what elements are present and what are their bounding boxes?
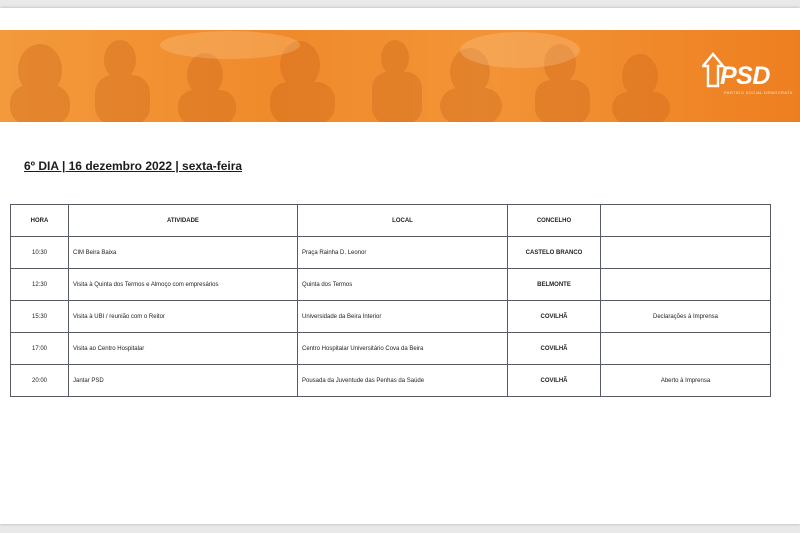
cell-hora: 10:30 xyxy=(11,237,69,269)
table-row xyxy=(11,365,771,397)
table-row xyxy=(11,269,771,301)
psd-logo xyxy=(702,52,794,102)
cell-concelho: COVILHÃ xyxy=(508,301,601,333)
cell-atividade: Visita ao Centro Hospitalar xyxy=(69,333,298,365)
column-header-observacoes xyxy=(601,205,771,237)
cell-local: Praça Rainha D. Leonor xyxy=(298,237,508,269)
cell-observacoes: Aberto à Imprensa xyxy=(601,365,771,397)
cell-local: Universidade da Beira Interior xyxy=(298,301,508,333)
column-header-hora: HORA xyxy=(11,205,69,237)
cell-hora: 15:30 xyxy=(11,301,69,333)
cell-atividade: Visita à Quinta dos Termos e Almoço com empresários xyxy=(69,269,298,301)
document-page xyxy=(0,8,800,524)
cell-atividade: CIM Beira Baixa xyxy=(69,237,298,269)
table-header-row xyxy=(11,205,771,237)
cell-observacoes xyxy=(601,237,771,269)
logo-text: PSD xyxy=(720,62,770,90)
cell-atividade: Visita à UBI / reunião com o Reitor xyxy=(69,301,298,333)
agenda-table xyxy=(10,204,771,397)
cell-local: Centro Hospitalar Universitário Cova da Beira xyxy=(298,333,508,365)
table-row xyxy=(11,237,771,269)
cell-observacoes xyxy=(601,269,771,301)
cell-hora: 20:00 xyxy=(11,365,69,397)
table-row xyxy=(11,301,771,333)
cell-concelho: COVILHÃ xyxy=(508,333,601,365)
cell-observacoes: Declarações à Imprensa xyxy=(601,301,771,333)
crowd-photo-background xyxy=(0,30,800,122)
cell-concelho: CASTELO BRANCO xyxy=(508,237,601,269)
cell-hora: 17:00 xyxy=(11,333,69,365)
column-header-local: LOCAL xyxy=(298,205,508,237)
header-banner xyxy=(0,30,800,122)
table-row xyxy=(11,333,771,365)
cell-concelho: BELMONTE xyxy=(508,269,601,301)
column-header-atividade: ATIVIDADE xyxy=(69,205,298,237)
cell-local: Quinta dos Termos xyxy=(298,269,508,301)
cell-concelho: COVILHÃ xyxy=(508,365,601,397)
cell-hora: 12:30 xyxy=(11,269,69,301)
column-header-concelho: CONCELHO xyxy=(508,205,601,237)
day-title: 6º DIA | 16 dezembro 2022 | sexta-feira xyxy=(24,159,243,173)
cell-local: Pousada da Juventude das Penhas da Saúde xyxy=(298,365,508,397)
cell-observacoes xyxy=(601,333,771,365)
cell-atividade: Jantar PSD xyxy=(69,365,298,397)
logo-subtitle: PARTIDO SOCIAL DEMOCRATA xyxy=(724,90,793,95)
